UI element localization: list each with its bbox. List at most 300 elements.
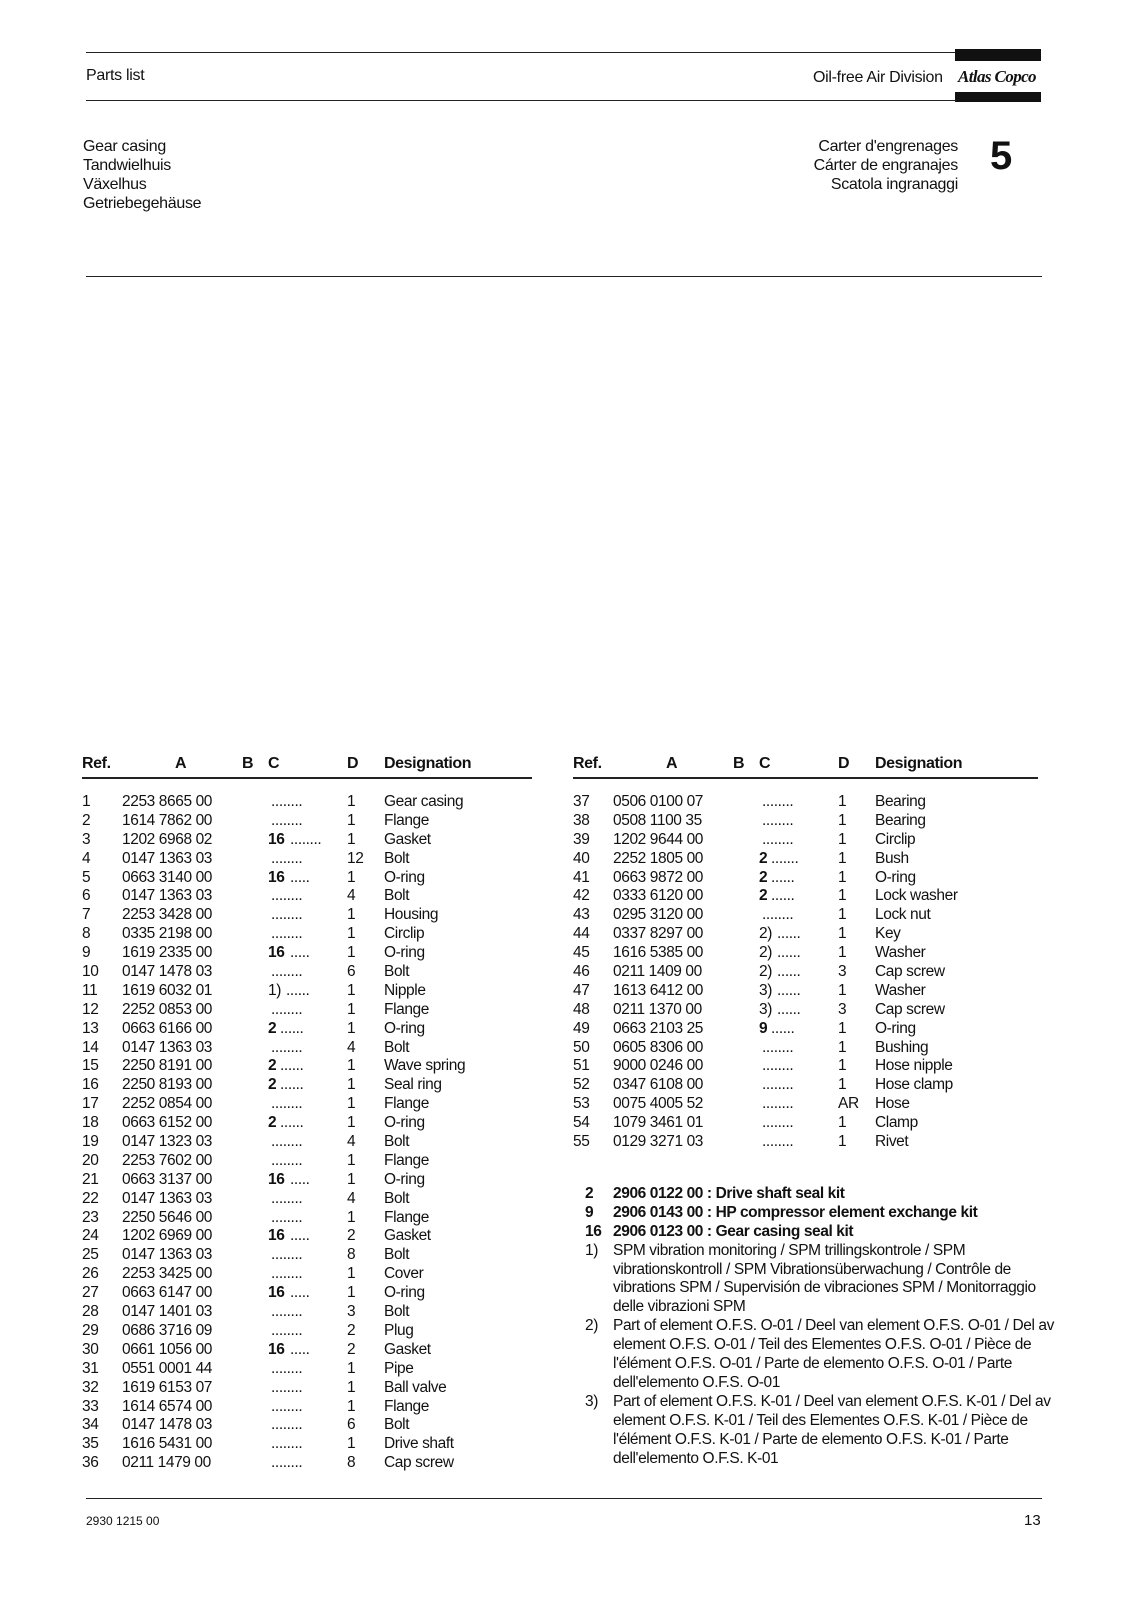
c-leader-cell: ..... xyxy=(290,1170,310,1188)
ref-cell: 10 xyxy=(82,963,99,981)
title-it: Scatola ingranaggi xyxy=(830,176,958,193)
c-leader-cell: ........ xyxy=(762,811,794,829)
c-leader-cell: ..... xyxy=(290,1284,310,1302)
ref-cell: 18 xyxy=(82,1114,99,1132)
c-leader-cell: ........ xyxy=(271,1133,303,1151)
table-row xyxy=(82,1454,532,1473)
qty-cell: 1 xyxy=(347,868,356,886)
part-number-cell: 0295 3120 00 xyxy=(613,906,704,924)
ref-cell: 14 xyxy=(82,1038,99,1056)
part-number-cell: 2252 0853 00 xyxy=(122,1000,213,1018)
designation-cell: Bolt xyxy=(384,963,410,981)
designation-cell: Flange xyxy=(384,1208,429,1226)
ref-cell: 28 xyxy=(82,1303,99,1321)
table-row xyxy=(82,793,532,812)
kit-note xyxy=(585,1223,1058,1242)
part-number-cell: 1619 6153 07 xyxy=(122,1378,213,1396)
part-number-cell: 0075 4005 52 xyxy=(613,1095,704,1113)
part-number-cell: 0147 1478 03 xyxy=(122,1416,213,1434)
table-row xyxy=(573,1020,1038,1039)
table-row xyxy=(82,1114,532,1133)
table-row xyxy=(573,1133,1038,1152)
qty-cell: 1 xyxy=(838,944,847,962)
designation-cell: O-ring xyxy=(384,1284,425,1302)
c-leader-cell: ...... xyxy=(286,981,310,999)
ref-cell: 15 xyxy=(82,1057,99,1075)
footnote-text: SPM vibration monitoring / SPM trillingskontrole / SPM vibrationskontroll / SPM Vibrationsüberwachung / Contrôle de vibrations SPM / Supervisión de vibraciones SPM / Monitorraggio delle vibrazioni SPM xyxy=(613,1241,1036,1316)
c-leader-cell: ........ xyxy=(271,1397,303,1415)
footnote xyxy=(585,1242,1058,1318)
table-row xyxy=(573,906,1038,925)
qty-cell: 1 xyxy=(838,1038,847,1056)
part-number-cell: 0663 9872 00 xyxy=(613,868,704,886)
ref-cell: 46 xyxy=(573,963,590,981)
designation-cell: Bush xyxy=(875,849,909,867)
ref-cell: 39 xyxy=(573,830,590,848)
part-number-cell: 1616 5385 00 xyxy=(613,944,704,962)
qty-cell: 1 xyxy=(347,1000,356,1018)
ref-cell: 35 xyxy=(82,1435,99,1453)
title-bottom-rule xyxy=(86,276,1042,277)
designation-cell: Bolt xyxy=(384,1189,410,1207)
c-leader-cell: ...... xyxy=(777,925,801,943)
designation-cell: Bolt xyxy=(384,849,410,867)
c-code-cell: 2 xyxy=(268,1057,277,1075)
part-number-cell: 2252 0854 00 xyxy=(122,1095,213,1113)
table-row xyxy=(573,793,1038,812)
qty-cell: 1 xyxy=(347,906,356,924)
c-leader-cell: ........ xyxy=(271,811,303,829)
qty-cell: 2 xyxy=(347,1340,356,1358)
table-row xyxy=(573,1057,1038,1076)
part-number-cell: 1202 9644 00 xyxy=(613,830,704,848)
table-row xyxy=(573,982,1038,1001)
qty-cell: 1 xyxy=(347,1265,356,1283)
table-row xyxy=(82,963,532,982)
designation-cell: Flange xyxy=(384,1000,429,1018)
c-code-cell: 16 xyxy=(268,1284,285,1302)
designation-cell: Circlip xyxy=(875,830,916,848)
table-row xyxy=(82,1133,532,1152)
part-number-cell: 9000 0246 00 xyxy=(613,1057,704,1075)
part-number-cell: 1079 3461 01 xyxy=(613,1114,704,1132)
ref-cell: 34 xyxy=(82,1416,99,1434)
qty-cell: 2 xyxy=(347,1227,356,1245)
ref-cell: 17 xyxy=(82,1095,99,1113)
table-row xyxy=(82,1076,532,1095)
ref-cell: 9 xyxy=(82,944,91,962)
table-row xyxy=(82,1057,532,1076)
c-leader-cell: ...... xyxy=(771,1019,795,1037)
c-note-cell: 2) xyxy=(759,963,772,981)
designation-cell: Hose clamp xyxy=(875,1076,953,1094)
ref-cell: 27 xyxy=(82,1284,99,1302)
qty-cell: 3 xyxy=(347,1303,356,1321)
kit-number: 9 xyxy=(585,1203,594,1221)
part-number-cell: 0147 1363 03 xyxy=(122,1246,213,1264)
footer-rule xyxy=(86,1498,1042,1499)
designation-cell: O-ring xyxy=(384,868,425,886)
ref-cell: 29 xyxy=(82,1321,99,1339)
qty-cell: 1 xyxy=(347,830,356,848)
designation-cell: O-ring xyxy=(384,1170,425,1188)
c-leader-cell: ........ xyxy=(271,793,303,810)
notes-section xyxy=(585,1185,1058,1469)
designation-cell: Seal ring xyxy=(384,1076,442,1094)
c-leader-cell: ....... xyxy=(771,849,799,867)
title-es: Cárter de engranajes xyxy=(813,157,958,174)
c-note-cell: 1) xyxy=(268,981,281,999)
table-row xyxy=(82,1435,532,1454)
part-number-cell: 0347 6108 00 xyxy=(613,1076,704,1094)
designation-cell: Bearing xyxy=(875,793,926,810)
designation-cell: Ball valve xyxy=(384,1378,447,1396)
part-number-cell: 0147 1363 03 xyxy=(122,1189,213,1207)
c-leader-cell: ........ xyxy=(271,1378,303,1396)
part-number-cell: 0147 1363 03 xyxy=(122,887,213,905)
ref-cell: 37 xyxy=(573,793,590,810)
table-row xyxy=(82,1152,532,1171)
ref-cell: 23 xyxy=(82,1208,99,1226)
section-number: 5 xyxy=(990,134,1013,178)
table-row xyxy=(573,963,1038,982)
designation-cell: Rivet xyxy=(875,1133,909,1151)
part-number-cell: 0211 1479 00 xyxy=(122,1454,211,1472)
ref-cell: 1 xyxy=(82,793,91,810)
c-code-cell: 2 xyxy=(268,1076,277,1094)
c-leader-cell: ........ xyxy=(762,1038,794,1056)
qty-cell: 1 xyxy=(347,793,356,810)
c-leader-cell: ........ xyxy=(271,1321,303,1339)
c-leader-cell: ...... xyxy=(777,963,801,981)
table-header xyxy=(82,755,532,779)
qty-cell: 1 xyxy=(347,1057,356,1075)
table-row xyxy=(82,1360,532,1379)
ref-cell: 21 xyxy=(82,1170,99,1188)
table-row xyxy=(82,850,532,869)
ref-cell: 11 xyxy=(82,981,98,999)
c-leader-cell: ........ xyxy=(290,830,322,848)
part-number-cell: 0147 1401 03 xyxy=(122,1303,213,1321)
qty-cell: 4 xyxy=(347,1133,356,1151)
table-row xyxy=(573,812,1038,831)
c-code-cell: 16 xyxy=(268,868,285,886)
part-number-cell: 0147 1363 03 xyxy=(122,1038,213,1056)
table-row xyxy=(82,1284,532,1303)
ref-cell: 33 xyxy=(82,1397,99,1415)
ref-cell: 2 xyxy=(82,811,91,829)
designation-cell: Washer xyxy=(875,981,926,999)
c-code-cell: 2 xyxy=(759,887,768,905)
part-number-cell: 0211 1409 00 xyxy=(613,963,702,981)
designation-cell: Drive shaft xyxy=(384,1435,454,1453)
c-leader-cell: ........ xyxy=(271,1208,303,1226)
qty-cell: 1 xyxy=(347,1076,356,1094)
ref-cell: 4 xyxy=(82,849,91,867)
qty-cell: AR xyxy=(838,1095,859,1113)
table-row xyxy=(82,906,532,925)
parts-table-left xyxy=(82,755,532,1473)
part-number-cell: 0147 1478 03 xyxy=(122,963,213,981)
designation-cell: Flange xyxy=(384,811,429,829)
ref-cell: 41 xyxy=(573,868,590,886)
qty-cell: 1 xyxy=(347,981,356,999)
c-leader-cell: ..... xyxy=(290,944,310,962)
c-note-cell: 2) xyxy=(759,925,772,943)
ref-cell: 6 xyxy=(82,887,91,905)
qty-cell: 1 xyxy=(347,1378,356,1396)
designation-cell: O-ring xyxy=(384,1019,425,1037)
col-designation-header: Designation xyxy=(384,755,472,772)
designation-cell: O-ring xyxy=(384,1114,425,1132)
designation-cell: Cap screw xyxy=(384,1454,454,1472)
c-leader-cell: ........ xyxy=(271,849,303,867)
part-number-cell: 0147 1363 03 xyxy=(122,849,213,867)
part-number-cell: 2252 1805 00 xyxy=(613,849,704,867)
table-row xyxy=(573,1001,1038,1020)
qty-cell: 1 xyxy=(347,811,356,829)
logo-bar-bottom xyxy=(955,92,1041,102)
part-number-cell: 2253 3425 00 xyxy=(122,1265,213,1283)
designation-cell: Hose xyxy=(875,1095,910,1113)
c-leader-cell: ........ xyxy=(762,1133,794,1151)
designation-cell: Flange xyxy=(384,1095,429,1113)
table-row xyxy=(573,925,1038,944)
page-number: 13 xyxy=(1024,1512,1041,1529)
c-leader-cell: ...... xyxy=(777,944,801,962)
col-b-header: B xyxy=(242,755,254,772)
ref-cell: 44 xyxy=(573,925,590,943)
ref-cell: 26 xyxy=(82,1265,99,1283)
table-row xyxy=(82,1020,532,1039)
footnote-number: 3) xyxy=(585,1392,598,1410)
c-code-cell: 2 xyxy=(268,1114,277,1132)
ref-cell: 19 xyxy=(82,1133,99,1151)
ref-cell: 38 xyxy=(573,811,590,829)
table-row xyxy=(573,831,1038,850)
ref-cell: 50 xyxy=(573,1038,590,1056)
parts-table-right xyxy=(573,755,1038,1152)
kit-note xyxy=(585,1204,1058,1223)
c-code-cell: 16 xyxy=(268,830,285,848)
designation-cell: Wave spring xyxy=(384,1057,466,1075)
title-en: Gear casing xyxy=(83,138,166,155)
col-d-header: D xyxy=(838,755,850,772)
title-right-block xyxy=(814,137,958,194)
ref-cell: 30 xyxy=(82,1340,99,1358)
col-c-header: C xyxy=(268,755,280,772)
qty-cell: 1 xyxy=(347,1397,356,1415)
table-row xyxy=(82,1190,532,1209)
part-number-cell: 1202 6968 02 xyxy=(122,830,213,848)
part-number-cell: 0663 6166 00 xyxy=(122,1019,213,1037)
part-number-cell: 0663 6147 00 xyxy=(122,1284,213,1302)
designation-cell: Bolt xyxy=(384,1246,410,1264)
ref-cell: 47 xyxy=(573,981,590,999)
table-row xyxy=(82,1001,532,1020)
c-leader-cell: ........ xyxy=(762,1095,794,1113)
c-code-cell: 9 xyxy=(759,1019,768,1037)
ref-cell: 22 xyxy=(82,1189,99,1207)
qty-cell: 1 xyxy=(347,1284,356,1302)
header-bottom-rule xyxy=(86,100,956,101)
ref-cell: 16 xyxy=(82,1076,99,1094)
table-row xyxy=(573,1095,1038,1114)
table-row xyxy=(82,1341,532,1360)
part-number-cell: 2253 3428 00 xyxy=(122,906,213,924)
part-number-cell: 0211 1370 00 xyxy=(613,1000,702,1018)
qty-cell: 1 xyxy=(838,1019,847,1037)
table-row xyxy=(82,831,532,850)
c-leader-cell: ........ xyxy=(762,906,794,924)
qty-cell: 4 xyxy=(347,887,356,905)
designation-cell: Plug xyxy=(384,1321,414,1339)
qty-cell: 1 xyxy=(838,1076,847,1094)
c-leader-cell: ........ xyxy=(271,1265,303,1283)
c-note-cell: 3) xyxy=(759,1000,772,1018)
title-nl: Tandwielhuis xyxy=(83,157,172,174)
table-row xyxy=(82,982,532,1001)
designation-cell: O-ring xyxy=(384,944,425,962)
qty-cell: 6 xyxy=(347,1416,356,1434)
col-c-header: C xyxy=(759,755,771,772)
c-leader-cell: ........ xyxy=(271,963,303,981)
ref-cell: 31 xyxy=(82,1359,99,1377)
ref-cell: 48 xyxy=(573,1000,590,1018)
ref-cell: 5 xyxy=(82,868,91,886)
designation-cell: Lock nut xyxy=(875,906,931,924)
c-code-cell: 16 xyxy=(268,1227,285,1245)
part-number-cell: 1202 6969 00 xyxy=(122,1227,213,1245)
ref-cell: 8 xyxy=(82,925,91,943)
designation-cell: O-ring xyxy=(875,1019,916,1037)
table-row xyxy=(82,887,532,906)
qty-cell: 3 xyxy=(838,963,847,981)
footnote-number: 1) xyxy=(585,1241,598,1259)
table-row xyxy=(82,1416,532,1435)
qty-cell: 1 xyxy=(347,925,356,943)
c-leader-cell: ........ xyxy=(271,1359,303,1377)
designation-cell: Pipe xyxy=(384,1359,414,1377)
qty-cell: 1 xyxy=(838,981,847,999)
c-leader-cell: ...... xyxy=(280,1114,304,1132)
designation-cell: Gasket xyxy=(384,830,431,848)
part-number-cell: 0333 6120 00 xyxy=(613,887,704,905)
kit-text: 2906 0143 00 : HP compressor element exchange kit xyxy=(613,1203,978,1221)
qty-cell: 6 xyxy=(347,963,356,981)
designation-cell: Cap screw xyxy=(875,1000,945,1018)
table-row xyxy=(82,944,532,963)
qty-cell: 1 xyxy=(838,1057,847,1075)
ref-cell: 51 xyxy=(573,1057,590,1075)
designation-cell: Bolt xyxy=(384,887,410,905)
ref-cell: 52 xyxy=(573,1076,590,1094)
part-number-cell: 1616 5431 00 xyxy=(122,1435,213,1453)
ref-cell: 24 xyxy=(82,1227,99,1245)
part-number-cell: 0508 1100 35 xyxy=(613,811,702,829)
qty-cell: 1 xyxy=(838,887,847,905)
designation-cell: Cap screw xyxy=(875,963,945,981)
table-row xyxy=(82,1171,532,1190)
footnote xyxy=(585,1393,1058,1469)
qty-cell: 4 xyxy=(347,1189,356,1207)
designation-cell: Bolt xyxy=(384,1038,410,1056)
kit-number: 16 xyxy=(585,1222,602,1240)
footnote xyxy=(585,1317,1058,1393)
qty-cell: 12 xyxy=(347,849,364,867)
designation-cell: Key xyxy=(875,925,901,943)
c-code-cell: 16 xyxy=(268,1170,285,1188)
part-number-cell: 0663 6152 00 xyxy=(122,1114,213,1132)
table-row xyxy=(82,1209,532,1228)
title-fr: Carter d'engrenages xyxy=(818,138,958,155)
table-header xyxy=(573,755,1038,779)
top-rule xyxy=(86,52,956,53)
part-number-cell: 0337 8297 00 xyxy=(613,925,704,943)
qty-cell: 1 xyxy=(838,868,847,886)
designation-cell: Housing xyxy=(384,906,439,924)
qty-cell: 1 xyxy=(347,1114,356,1132)
qty-cell: 1 xyxy=(838,925,847,943)
ref-cell: 20 xyxy=(82,1151,99,1169)
table-row xyxy=(82,1246,532,1265)
c-leader-cell: ........ xyxy=(762,1114,794,1132)
qty-cell: 8 xyxy=(347,1454,356,1472)
c-leader-cell: ........ xyxy=(271,887,303,905)
table-body xyxy=(82,793,532,1473)
designation-cell: Flange xyxy=(384,1151,429,1169)
title-left-block xyxy=(83,137,201,213)
qty-cell: 1 xyxy=(838,849,847,867)
title-de: Getriebegehäuse xyxy=(83,195,202,212)
kit-text: 2906 0122 00 : Drive shaft seal kit xyxy=(613,1185,845,1202)
qty-cell: 1 xyxy=(838,811,847,829)
table-row xyxy=(82,1227,532,1246)
c-leader-cell: ........ xyxy=(762,793,794,810)
designation-cell: Gear casing xyxy=(384,793,464,810)
designation-cell: O-ring xyxy=(875,868,916,886)
ref-cell: 7 xyxy=(82,906,91,924)
table-row xyxy=(82,812,532,831)
part-number-cell: 1614 7862 00 xyxy=(122,811,213,829)
kit-number: 2 xyxy=(585,1185,594,1202)
table-row xyxy=(82,1095,532,1114)
table-row xyxy=(82,1039,532,1058)
part-number-cell: 0663 2103 25 xyxy=(613,1019,704,1037)
ref-cell: 49 xyxy=(573,1019,590,1037)
doc-number: 2930 1215 00 xyxy=(86,1514,160,1528)
part-number-cell: 0686 3716 09 xyxy=(122,1321,213,1339)
qty-cell: 8 xyxy=(347,1246,356,1264)
qty-cell: 1 xyxy=(838,793,847,810)
c-leader-cell: ........ xyxy=(271,1038,303,1056)
designation-cell: Nipple xyxy=(384,981,426,999)
ref-cell: 55 xyxy=(573,1133,590,1151)
qty-cell: 1 xyxy=(347,1095,356,1113)
c-leader-cell: ...... xyxy=(280,1076,304,1094)
part-number-cell: 2253 8665 00 xyxy=(122,793,213,810)
c-code-cell: 2 xyxy=(759,868,768,886)
table-row xyxy=(573,944,1038,963)
c-leader-cell: ...... xyxy=(771,868,795,886)
designation-cell: Circlip xyxy=(384,925,425,943)
header-left: Parts list xyxy=(86,67,145,84)
c-leader-cell: ........ xyxy=(271,1303,303,1321)
table-body xyxy=(573,793,1038,1152)
col-b-header: B xyxy=(733,755,745,772)
qty-cell: 4 xyxy=(347,1038,356,1056)
qty-cell: 1 xyxy=(838,830,847,848)
